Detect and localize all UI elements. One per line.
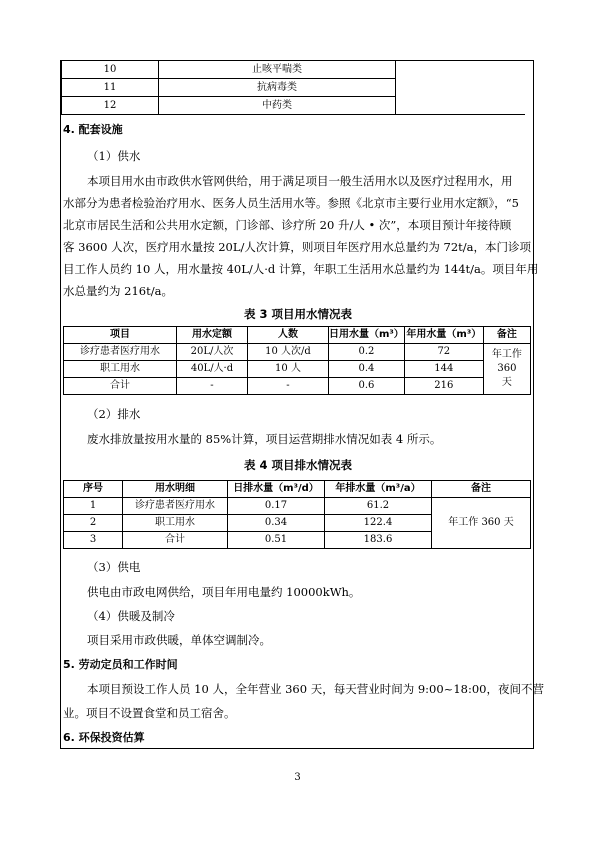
- paragraph-line: 本项目预设工作人员 10 人，全年营业 360 天，每天营业时间为 9:00~18:00，夜间不营: [87, 682, 544, 696]
- paragraph-line: 客 3600 人次，医疗用水量按 20L/人次计算，则项目年医疗用水总量约为 72t/a，本门诊项: [63, 240, 532, 254]
- table-cell: 诊疗患者医疗用水: [64, 344, 177, 361]
- table-header: 日用水量（m³）: [329, 327, 405, 344]
- table-cell: 2: [64, 515, 123, 532]
- water-use-table: [63, 326, 531, 395]
- paragraph-line: 北京市居民生活和公共用水定额，门诊部、诊疗所 20 升/人 • 次”，本项目预计年接待顾: [63, 218, 512, 232]
- table-cell: 0.4: [329, 361, 405, 378]
- table-cell: 216: [404, 378, 483, 395]
- subsection-title: （4）供暖及制冷: [87, 609, 175, 623]
- table-cell: 20L/人次: [177, 344, 248, 361]
- table-cell: 183.6: [325, 532, 432, 549]
- drainage-table: [63, 480, 531, 549]
- table-cell: 合计: [64, 378, 177, 395]
- paragraph-line: 水部分为患者检验治疗用水、医务人员生活用水等。参照《北京市主要行业用水定额》，“5: [63, 196, 519, 210]
- table-cell: 12: [62, 97, 159, 115]
- section-heading: 5. 劳动定员和工作时间: [63, 658, 178, 671]
- table-cell: 10: [62, 61, 159, 79]
- table-cell: 0.17: [228, 498, 325, 515]
- table-cell: 0.2: [329, 344, 405, 361]
- document-frame: [60, 60, 544, 749]
- table-header-row: [64, 481, 531, 498]
- table-row: [64, 378, 531, 395]
- table-cell: 诊疗患者医疗用水: [123, 498, 228, 515]
- table-cell: 40L/人·d: [177, 361, 248, 378]
- table-header: 备注: [483, 327, 530, 344]
- table-cell: 72: [404, 344, 483, 361]
- paragraph-line: 目工作人员约 10 人，用水量按 40L/人·d 计算，年职工生活用水总量约为 144t/a。项目年用: [63, 262, 539, 276]
- drug-category-table: [61, 60, 525, 115]
- section-heading: 4. 配套设施: [63, 123, 123, 136]
- table-cell: 1: [64, 498, 123, 515]
- table-caption: 表 4 项目排水情况表: [243, 458, 352, 472]
- table-cell: 10 人次/d: [248, 344, 329, 361]
- paragraph-line: 本项目用水由市政供水管网供给，用于满足项目一般生活用水以及医疗过程用水，用: [87, 174, 513, 188]
- table-cell: 职工用水: [123, 515, 228, 532]
- table-header: 序号: [64, 481, 123, 498]
- table-header: 用水定额: [177, 327, 248, 344]
- table-header: 项目: [64, 327, 177, 344]
- table-cell: 0.6: [329, 378, 405, 395]
- table-header: 年排水量（m³/a）: [325, 481, 432, 498]
- page-number: 3: [294, 772, 301, 783]
- subsection-title: （2）排水: [87, 407, 141, 421]
- table-row: [64, 361, 531, 378]
- table-note: 年工作 360 天: [483, 344, 530, 395]
- subsection-title: （1）供水: [87, 149, 141, 163]
- paragraph-line: 项目采用市政供暖，单体空调制冷。: [87, 633, 271, 647]
- paragraph-line: 供电由市政电网供给，项目年用电量约 10000kWh。: [87, 585, 361, 599]
- table-note: 年工作 360 天: [432, 498, 531, 549]
- table-cell: 144: [404, 361, 483, 378]
- table-cell: 职工用水: [64, 361, 177, 378]
- table-caption: 表 3 项目用水情况表: [243, 307, 352, 321]
- table-cell: 中药类: [159, 97, 396, 115]
- table-header: 人数: [248, 327, 329, 344]
- subsection-title: （3）供电: [87, 560, 141, 574]
- table-header: 日排水量（m³/d）: [228, 481, 325, 498]
- table-row: [62, 61, 526, 79]
- table-row: [64, 498, 531, 515]
- table-header: 用水明细: [123, 481, 228, 498]
- paragraph-line: 水总量约为 216t/a。: [63, 284, 173, 298]
- table-header: 年用水量（m³）: [404, 327, 483, 344]
- table-cell: -: [177, 378, 248, 395]
- table-cell: 抗病毒类: [159, 79, 396, 97]
- paragraph-line: 业。项目不设置食堂和员工宿舍。: [63, 706, 236, 720]
- table-header: 备注: [432, 481, 531, 498]
- table-cell: 合计: [123, 532, 228, 549]
- table-cell: 0.51: [228, 532, 325, 549]
- table-cell: 61.2: [325, 498, 432, 515]
- table-header-row: [64, 327, 531, 344]
- table-cell: 11: [62, 79, 159, 97]
- table-cell: 10 人: [248, 361, 329, 378]
- table-cell: -: [248, 378, 329, 395]
- table-row: [64, 344, 531, 361]
- table-cell: 122.4: [325, 515, 432, 532]
- table-cell: 3: [64, 532, 123, 549]
- section-heading: 6. 环保投资估算: [63, 731, 145, 744]
- paragraph-line: 废水排放量按用水量的 85%计算，项目运营期排水情况如表 4 所示。: [87, 432, 442, 446]
- table-cell-empty: [396, 61, 526, 115]
- table-cell: 止咳平喘类: [159, 61, 396, 79]
- table-cell: 0.34: [228, 515, 325, 532]
